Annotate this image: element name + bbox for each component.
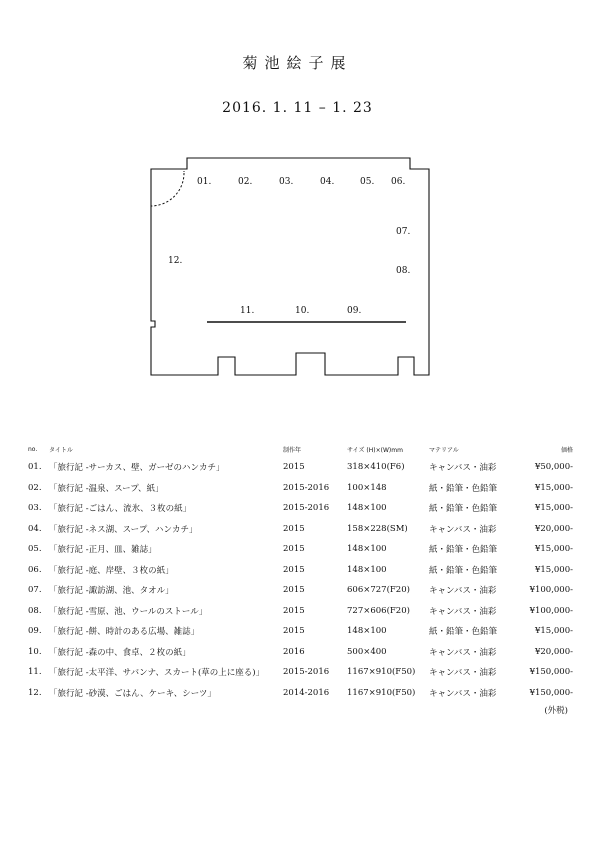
- row-material: キャンバス・油彩: [429, 463, 497, 474]
- row-price: ¥15,000-: [534, 503, 573, 514]
- table-row: [28, 457, 573, 478]
- exhibition-dates: 2016. 1. 11 – 1. 23: [222, 100, 373, 116]
- plan-label-01: 01.: [197, 177, 212, 187]
- plan-label-04: 04.: [320, 177, 335, 187]
- row-material: キャンバス・油彩: [429, 606, 497, 617]
- row-size: 1167×910(F50): [347, 667, 416, 678]
- row-title: 「旅行記 -雪原、池、ウールのストール」: [49, 606, 208, 617]
- row-price: ¥150,000-: [529, 687, 573, 698]
- plan-label-06: 06.: [391, 177, 406, 187]
- row-size: 158×228(SM): [347, 523, 408, 534]
- row-price: ¥50,000-: [534, 462, 573, 473]
- row-year: 2015-2016: [283, 482, 330, 493]
- works-table: [28, 441, 573, 703]
- row-no: 07.: [28, 585, 42, 596]
- row-no: 05.: [28, 544, 42, 555]
- row-size: 727×606(F20): [347, 605, 410, 616]
- row-title: 「旅行記 -温泉、スープ、紙」: [49, 483, 164, 494]
- row-title: 「旅行記 -砂漠、ごはん、ケーキ、シーツ」: [49, 688, 216, 699]
- table-row: [28, 662, 573, 683]
- row-year: 2015: [283, 523, 305, 534]
- row-year: 2014-2016: [283, 687, 330, 698]
- table-row: [28, 580, 573, 601]
- row-price: ¥15,000-: [534, 626, 573, 637]
- header-title: タイトル: [49, 446, 73, 454]
- table-row: [28, 478, 573, 499]
- row-material: 紙・鉛筆・色鉛筆: [429, 627, 498, 638]
- exhibition-title: 菊池絵子展: [242, 54, 353, 72]
- table-row: [28, 601, 573, 622]
- plan-label-07: 07.: [396, 227, 411, 237]
- row-title: 「旅行記 -サーカス、壁、ガーゼのハンカチ」: [49, 463, 225, 474]
- row-no: 03.: [28, 503, 42, 514]
- row-material: キャンバス・油彩: [429, 647, 497, 658]
- row-title: 「旅行記 -森の中、食卓、２枚の紙」: [49, 647, 191, 658]
- row-material: キャンバス・油彩: [429, 688, 497, 699]
- row-size: 148×100: [347, 626, 387, 637]
- table-row: [28, 519, 573, 540]
- plan-label-05: 05.: [360, 177, 375, 187]
- header-price: 価格: [560, 446, 573, 454]
- table-row: [28, 560, 573, 581]
- row-year: 2015: [283, 462, 305, 473]
- row-size: 606×727(F20): [347, 585, 410, 596]
- plan-label-09: 09.: [347, 306, 362, 316]
- header-size: サイズ (H)×(W)mm: [347, 446, 403, 454]
- plan-label-08: 08.: [396, 266, 411, 276]
- row-material: 紙・鉛筆・色鉛筆: [429, 565, 498, 576]
- row-year: 2015: [283, 564, 305, 575]
- row-size: 318×410(F6): [347, 462, 405, 473]
- row-no: 09.: [28, 626, 42, 637]
- row-year: 2015-2016: [283, 503, 330, 514]
- row-price: ¥15,000-: [534, 482, 573, 493]
- row-no: 06.: [28, 564, 42, 575]
- row-title: 「旅行記 -太平洋、サバンナ、スカート(草の上に座る)」: [49, 668, 265, 679]
- table-row: [28, 683, 573, 704]
- row-price: ¥15,000-: [534, 544, 573, 555]
- header-year: 制作年: [283, 446, 302, 454]
- row-material: キャンバス・油彩: [429, 586, 497, 597]
- row-no: 04.: [28, 523, 42, 534]
- row-price: ¥100,000-: [529, 605, 573, 616]
- row-no: 10.: [28, 646, 42, 657]
- row-no: 11.: [28, 667, 42, 678]
- row-size: 148×100: [347, 544, 387, 555]
- table-header-row: [28, 441, 573, 457]
- row-material: キャンバス・油彩: [429, 668, 497, 679]
- row-price: ¥100,000-: [529, 585, 573, 596]
- header-material: マテリアル: [429, 446, 459, 454]
- row-material: キャンバス・油彩: [429, 524, 497, 535]
- row-size: 1167×910(F50): [347, 687, 416, 698]
- floor-plan: [0, 0, 595, 420]
- plan-label-10: 10.: [295, 306, 310, 316]
- row-title: 「旅行記 -餅、時計のある広場、雑誌」: [49, 627, 200, 638]
- row-price: ¥15,000-: [534, 564, 573, 575]
- row-material: 紙・鉛筆・色鉛筆: [429, 483, 498, 494]
- row-no: 01.: [28, 462, 42, 473]
- row-size: 148×100: [347, 564, 387, 575]
- table-row: [28, 621, 573, 642]
- row-year: 2015: [283, 585, 305, 596]
- table-row: [28, 539, 573, 560]
- row-year: 2015-2016: [283, 667, 330, 678]
- row-title: 「旅行記 -正月、皿、雑誌」: [49, 545, 157, 556]
- plan-label-03: 03.: [279, 177, 294, 187]
- row-size: 500×400: [347, 646, 387, 657]
- plan-label-12: 12.: [168, 256, 183, 266]
- row-size: 148×100: [347, 503, 387, 514]
- row-price: ¥150,000-: [529, 667, 573, 678]
- table-row: [28, 498, 573, 519]
- plan-label-02: 02.: [238, 177, 253, 187]
- row-year: 2015: [283, 605, 305, 616]
- row-price: ¥20,000-: [534, 646, 573, 657]
- row-year: 2015: [283, 626, 305, 637]
- table-row: [28, 642, 573, 663]
- row-title: 「旅行記 -庭、岸壁、３枚の紙」: [49, 565, 174, 576]
- tax-note: (外税): [544, 706, 568, 716]
- row-title: 「旅行記 -ネス湖、スープ、ハンカチ」: [49, 524, 198, 535]
- row-price: ¥20,000-: [534, 523, 573, 534]
- door-swing-arc: [151, 173, 184, 206]
- plan-label-11: 11.: [240, 306, 255, 316]
- row-year: 2015: [283, 544, 305, 555]
- row-material: 紙・鉛筆・色鉛筆: [429, 545, 498, 556]
- row-title: 「旅行記 -ごはん、流氷、３枚の紙」: [49, 504, 192, 515]
- row-no: 08.: [28, 605, 42, 616]
- floor-plan-outline: [151, 158, 429, 375]
- header-no: no.: [28, 445, 38, 453]
- row-size: 100×148: [347, 482, 387, 493]
- row-material: 紙・鉛筆・色鉛筆: [429, 504, 498, 515]
- row-no: 12.: [28, 687, 42, 698]
- row-year: 2016: [283, 646, 305, 657]
- row-no: 02.: [28, 482, 42, 493]
- row-title: 「旅行記 -諏訪湖、池、タオル」: [49, 586, 174, 597]
